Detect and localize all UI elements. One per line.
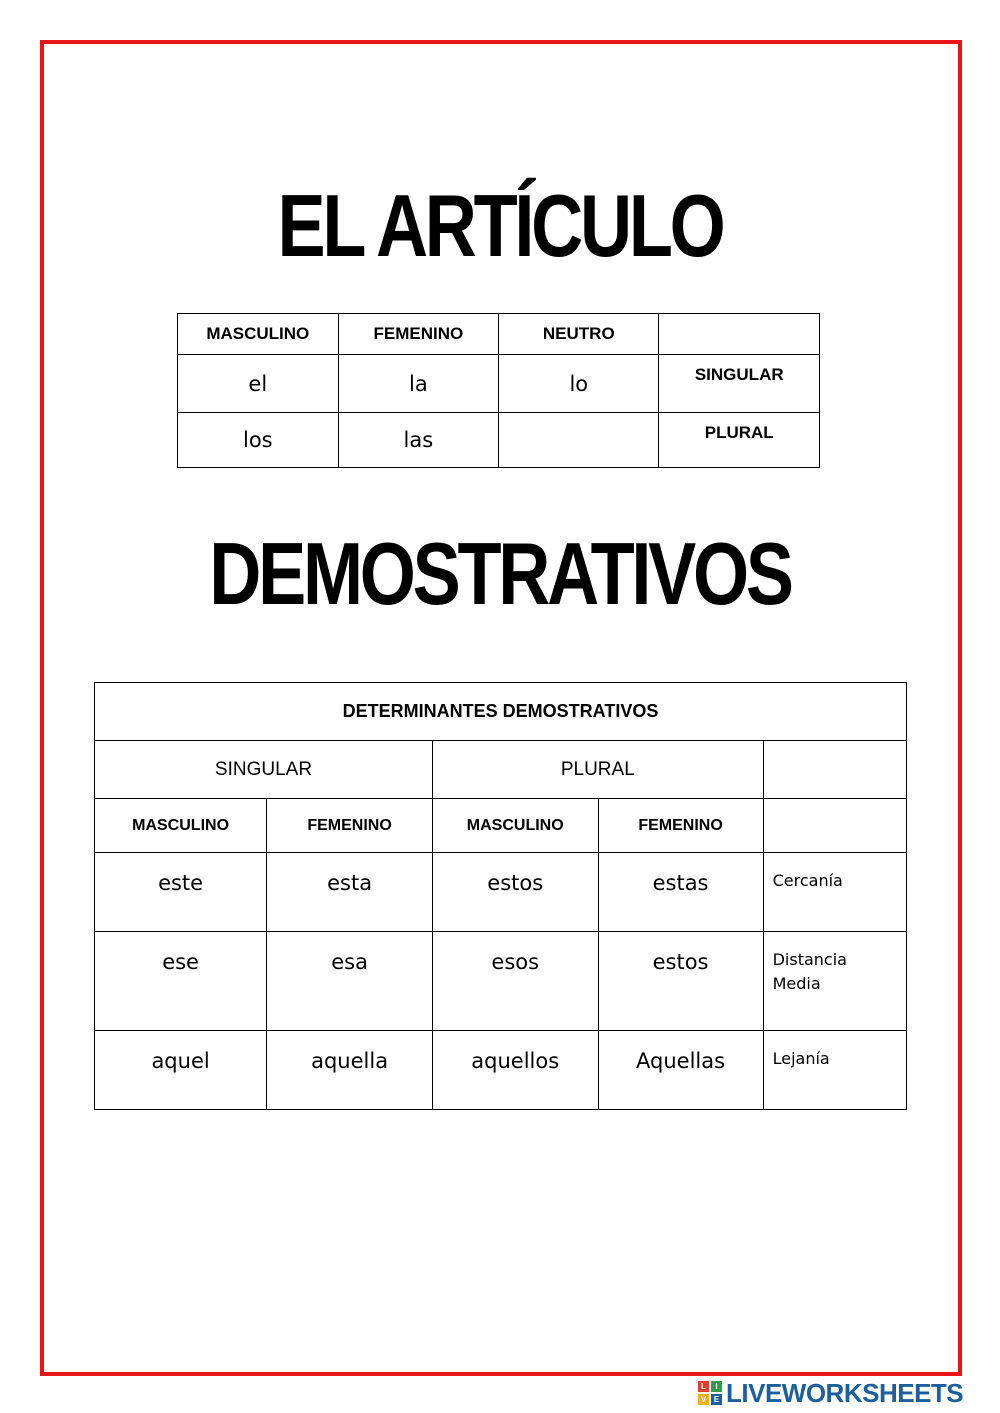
- logo-letter: V: [698, 1394, 709, 1405]
- cell-distance: Distancia Media: [763, 932, 906, 1031]
- table-row: [178, 413, 820, 468]
- cell-word: aquella: [267, 1031, 433, 1110]
- table-row: [95, 853, 907, 932]
- demonstratives-title: DEMOSTRATIVOS: [209, 524, 791, 623]
- cell-word: aquel: [95, 1031, 267, 1110]
- logo-letter: L: [698, 1381, 709, 1392]
- header-masculino-plural: MASCULINO: [433, 799, 599, 853]
- cell-word: esos: [433, 932, 599, 1031]
- cell-plural-fem: las: [338, 413, 499, 468]
- header-singular: SINGULAR: [95, 741, 433, 799]
- cell-word: esta: [267, 853, 433, 932]
- table-title: DETERMINANTES DEMOSTRATIVOS: [95, 683, 907, 741]
- logo-letter: I: [711, 1381, 722, 1392]
- table-row: [95, 741, 907, 799]
- cell-plural-neutro: [499, 413, 659, 468]
- logo-letter: E: [711, 1394, 722, 1405]
- cell-word: esa: [267, 932, 433, 1031]
- cell-word: estos: [433, 853, 599, 932]
- liveworksheets-watermark: [698, 1378, 994, 1408]
- header-femenino-plural: FEMENINO: [598, 799, 763, 853]
- header-masculino-singular: MASCULINO: [95, 799, 267, 853]
- table-row: [178, 314, 820, 355]
- cell-singular-neutro: lo: [499, 355, 659, 413]
- cell-plural-masc: los: [178, 413, 339, 468]
- header-masculino: MASCULINO: [178, 314, 339, 355]
- cell-distance: Cercanía: [763, 853, 906, 932]
- header-empty: [763, 741, 906, 799]
- table-row: [95, 1031, 907, 1110]
- demonstratives-table: [94, 682, 907, 1110]
- cell-word: estas: [598, 853, 763, 932]
- header-empty: [659, 314, 820, 355]
- cell-distance: Lejanía: [763, 1031, 906, 1110]
- header-femenino: FEMENINO: [338, 314, 499, 355]
- table-row: [95, 932, 907, 1031]
- header-plural: PLURAL: [433, 741, 764, 799]
- table-row: [95, 799, 907, 853]
- article-table: [177, 313, 820, 468]
- cell-singular-masc: el: [178, 355, 339, 413]
- header-neutro: NEUTRO: [499, 314, 659, 355]
- table-row: [95, 683, 907, 741]
- header-empty: [763, 799, 906, 853]
- cell-word: Aquellas: [598, 1031, 763, 1110]
- liveworksheets-logo-icon: [698, 1381, 722, 1405]
- brand-name: LIVEWORKSHEETS: [726, 1377, 964, 1408]
- article-title: EL ARTÍCULO: [277, 176, 723, 275]
- cell-word: estos: [598, 932, 763, 1031]
- table-row: [178, 355, 820, 413]
- label-singular: SINGULAR: [659, 355, 820, 413]
- label-plural: PLURAL: [659, 413, 820, 468]
- cell-word: aquellos: [433, 1031, 599, 1110]
- cell-word: ese: [95, 932, 267, 1031]
- header-femenino-singular: FEMENINO: [267, 799, 433, 853]
- cell-word: este: [95, 853, 267, 932]
- cell-singular-fem: la: [338, 355, 499, 413]
